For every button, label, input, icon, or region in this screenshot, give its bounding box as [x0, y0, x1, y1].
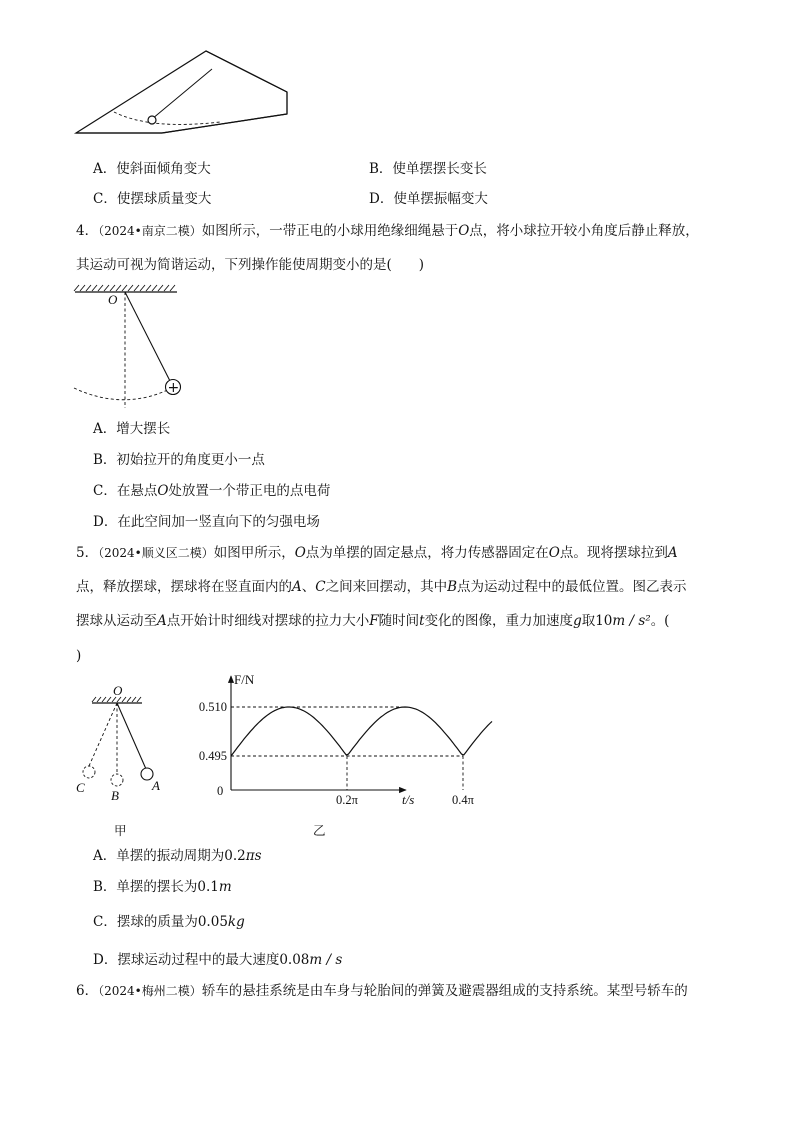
q6-source: （2024•梅州二模）	[98, 984, 202, 998]
q5-stem-line4: )	[76, 648, 82, 664]
pendulum-jia-figure	[70, 684, 180, 804]
q4-option-c[interactable]: C．在悬点O处放置一个带正电的点电荷	[93, 483, 331, 499]
q3-option-c[interactable]: C．使摆球质量变大	[93, 191, 212, 207]
o-label: O	[108, 292, 118, 307]
q6-number: 6．	[76, 983, 99, 999]
q5-option-c[interactable]: C．摆球的质量为0.05kg	[93, 914, 245, 930]
q4-option-b[interactable]: B．初始拉开的角度更小一点	[93, 452, 265, 468]
q3-option-a[interactable]: A．使斜面倾角变大	[93, 161, 211, 177]
q4-option-d[interactable]: D．在此空间加一竖直向下的匀强电场	[93, 514, 320, 530]
point-label-c: C	[76, 780, 85, 795]
q4-number: 4．	[76, 223, 99, 239]
y-tick-label-0.510: 0.510	[198, 700, 227, 714]
force-time-chart	[188, 670, 474, 810]
q4-stem-line2: 其运动可视为简谐运动，下列操作能使周期变小的是( )	[76, 257, 425, 273]
origin-label: 0	[217, 784, 224, 798]
x-tick-label-0.2pi: 0.2π	[336, 793, 358, 807]
charged-pendulum-figure	[70, 284, 210, 414]
q5-stem-line1: 5．（2024•顺义区二模）如图甲所示，O点为单摆的固定悬点，将力传感器固定在O点。现将摆球拉到A	[76, 545, 678, 561]
q5-source: （2024•顺义区二模）	[98, 546, 214, 560]
point-label-a: A	[152, 778, 160, 793]
q6-stem-line1: 6．（2024•梅州二模）轿车的悬挂系统是由车身与轮胎间的弹簧及避震器组成的支持系统。某型号轿车的	[76, 983, 688, 999]
q4-option-a[interactable]: A．增大摆长	[93, 421, 171, 437]
q5-option-a[interactable]: A．单摆的振动周期为0.2πs	[93, 848, 262, 864]
x-axis-label: t/s	[402, 792, 415, 807]
o-label: O	[113, 683, 123, 698]
y-tick-label-0.495: 0.495	[198, 749, 227, 763]
y-axis-label: F/N	[234, 672, 255, 687]
incline-pendulum-figure	[70, 44, 300, 142]
q3-option-b[interactable]: B．使单摆摆长变长	[369, 161, 487, 177]
fig-yi-caption: 乙	[313, 823, 326, 838]
plus-charge-icon: +	[167, 380, 180, 396]
q3-option-d[interactable]: D．使单摆振幅变大	[369, 191, 488, 207]
q5-number: 5．	[76, 545, 99, 561]
q5-option-b[interactable]: B．单摆的摆长为0.1m	[93, 879, 232, 895]
x-tick-label-0.4pi: 0.4π	[452, 793, 474, 807]
q4-stem-line1: 4．（2024•南京二模）如图所示，一带正电的小球用绝缘细绳悬于O点，将小球拉开较小角度后静止释放，	[76, 223, 699, 239]
force-curve	[231, 707, 492, 756]
q5-stem-line3: 摆球从运动至A点开始计时细线对摆球的拉力大小F随时间t变化的图像，重力加速度g取10m / s²。(	[76, 613, 670, 629]
q5-stem-line2: 点，释放摆球，摆球将在竖直面内的A、C之间来回摆动，其中B点为运动过程中的最低位置。图乙表示	[76, 579, 687, 595]
q5-option-d[interactable]: D．摆球运动过程中的最大速度0.08m / s	[93, 952, 343, 968]
point-label-b: B	[111, 788, 119, 803]
q4-source: （2024•南京二模）	[98, 224, 202, 238]
fig-jia-caption: 甲	[114, 823, 127, 838]
